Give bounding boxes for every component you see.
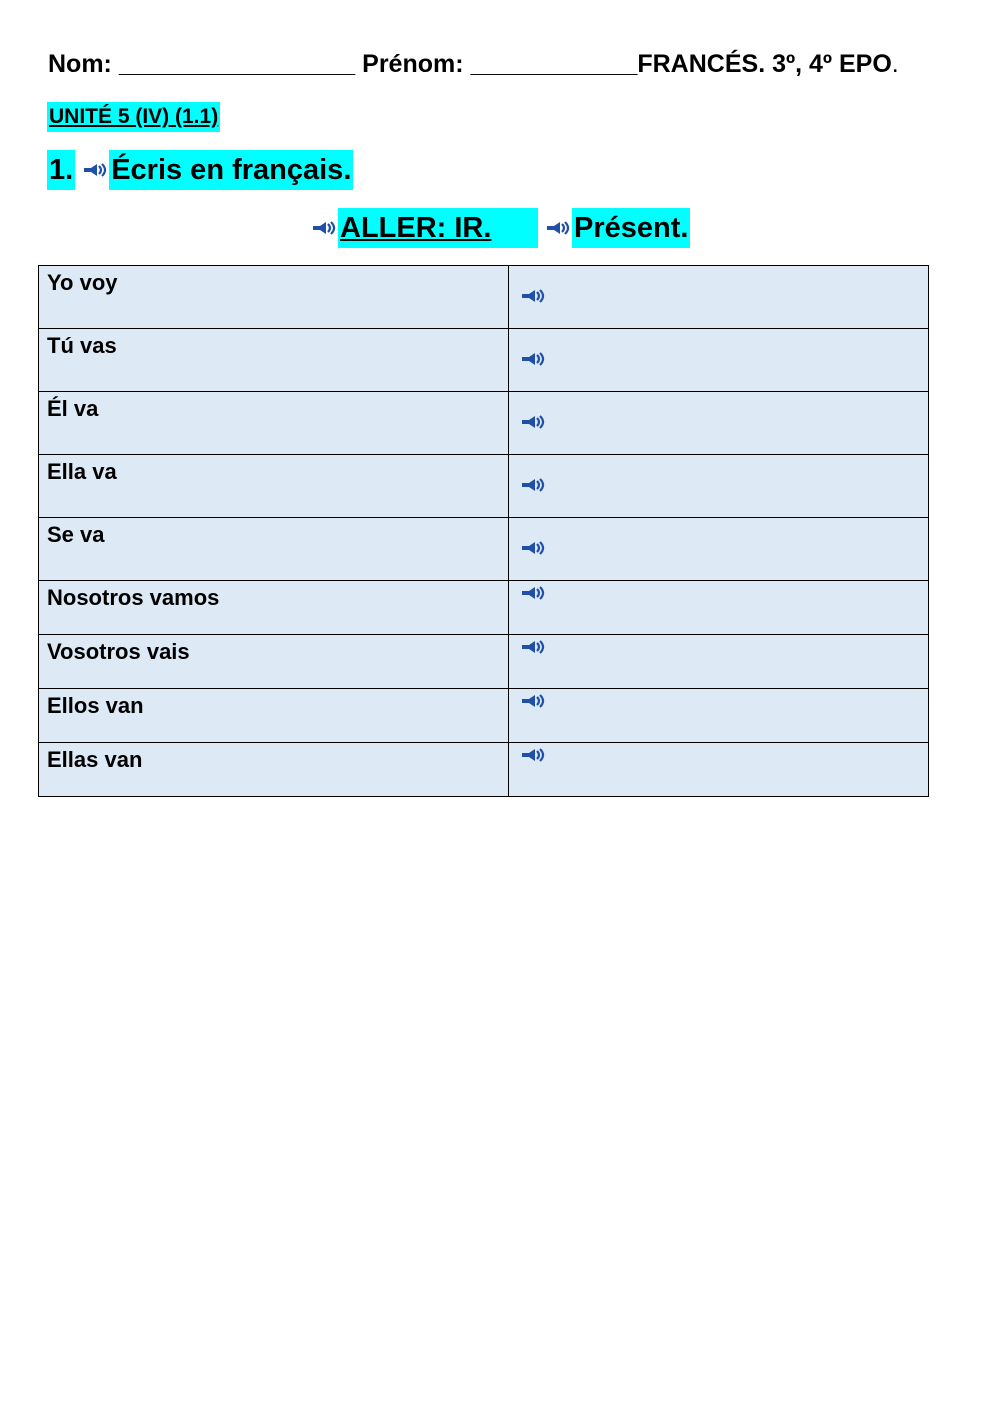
table-row bbox=[39, 635, 929, 689]
prenom-label: Prénom: ____________ bbox=[362, 50, 638, 78]
spanish-phrase: Yo voy bbox=[39, 266, 509, 329]
table-row bbox=[39, 743, 929, 797]
unit-title: UNITÉ 5 (IV) (1.1) bbox=[47, 102, 220, 132]
speaker-icon[interactable] bbox=[521, 351, 547, 367]
speaker-icon[interactable] bbox=[521, 414, 547, 430]
speaker-icon[interactable] bbox=[312, 220, 338, 236]
speaker-icon[interactable] bbox=[521, 585, 547, 601]
trailing-dot: . bbox=[891, 50, 899, 78]
spanish-phrase: Vosotros vais bbox=[39, 635, 509, 689]
exercise-heading bbox=[47, 150, 353, 190]
spanish-phrase: Ellas van bbox=[39, 743, 509, 797]
exercise-instruction: Écris en français. bbox=[109, 150, 353, 190]
speaker-icon[interactable] bbox=[521, 288, 547, 304]
french-answer-cell[interactable] bbox=[509, 266, 929, 329]
spanish-phrase: Se va bbox=[39, 518, 509, 581]
speaker-icon[interactable] bbox=[546, 220, 572, 236]
french-answer-cell[interactable] bbox=[509, 743, 929, 797]
table-row bbox=[39, 266, 929, 329]
spanish-phrase: Él va bbox=[39, 392, 509, 455]
table-row bbox=[39, 581, 929, 635]
speaker-icon[interactable] bbox=[83, 162, 109, 178]
verb-title: ALLER: IR. bbox=[338, 208, 538, 248]
speaker-icon[interactable] bbox=[521, 747, 547, 763]
speaker-icon[interactable] bbox=[521, 477, 547, 493]
table-row bbox=[39, 329, 929, 392]
spanish-phrase: Ella va bbox=[39, 455, 509, 518]
french-answer-cell[interactable] bbox=[509, 635, 929, 689]
speaker-icon[interactable] bbox=[521, 540, 547, 556]
tense-title: Présent. bbox=[572, 208, 690, 248]
spanish-phrase: Nosotros vamos bbox=[39, 581, 509, 635]
french-answer-cell[interactable] bbox=[509, 329, 929, 392]
french-answer-cell[interactable] bbox=[509, 392, 929, 455]
speaker-icon[interactable] bbox=[521, 639, 547, 655]
table-row bbox=[39, 455, 929, 518]
subtitle-heading bbox=[312, 208, 690, 248]
french-answer-cell[interactable] bbox=[509, 518, 929, 581]
conjugation-table bbox=[38, 265, 929, 797]
course-label: FRANCÉS. 3º, 4º EPO bbox=[637, 50, 892, 78]
nom-label: Nom: _________________ bbox=[48, 50, 356, 78]
speaker-icon[interactable] bbox=[521, 693, 547, 709]
table-row bbox=[39, 392, 929, 455]
table-row bbox=[39, 518, 929, 581]
spanish-phrase: Tú vas bbox=[39, 329, 509, 392]
french-answer-cell[interactable] bbox=[509, 455, 929, 518]
french-answer-cell[interactable] bbox=[509, 689, 929, 743]
table-row bbox=[39, 689, 929, 743]
header-line bbox=[48, 50, 958, 79]
spanish-phrase: Ellos van bbox=[39, 689, 509, 743]
french-answer-cell[interactable] bbox=[509, 581, 929, 635]
exercise-number: 1. bbox=[47, 150, 75, 190]
